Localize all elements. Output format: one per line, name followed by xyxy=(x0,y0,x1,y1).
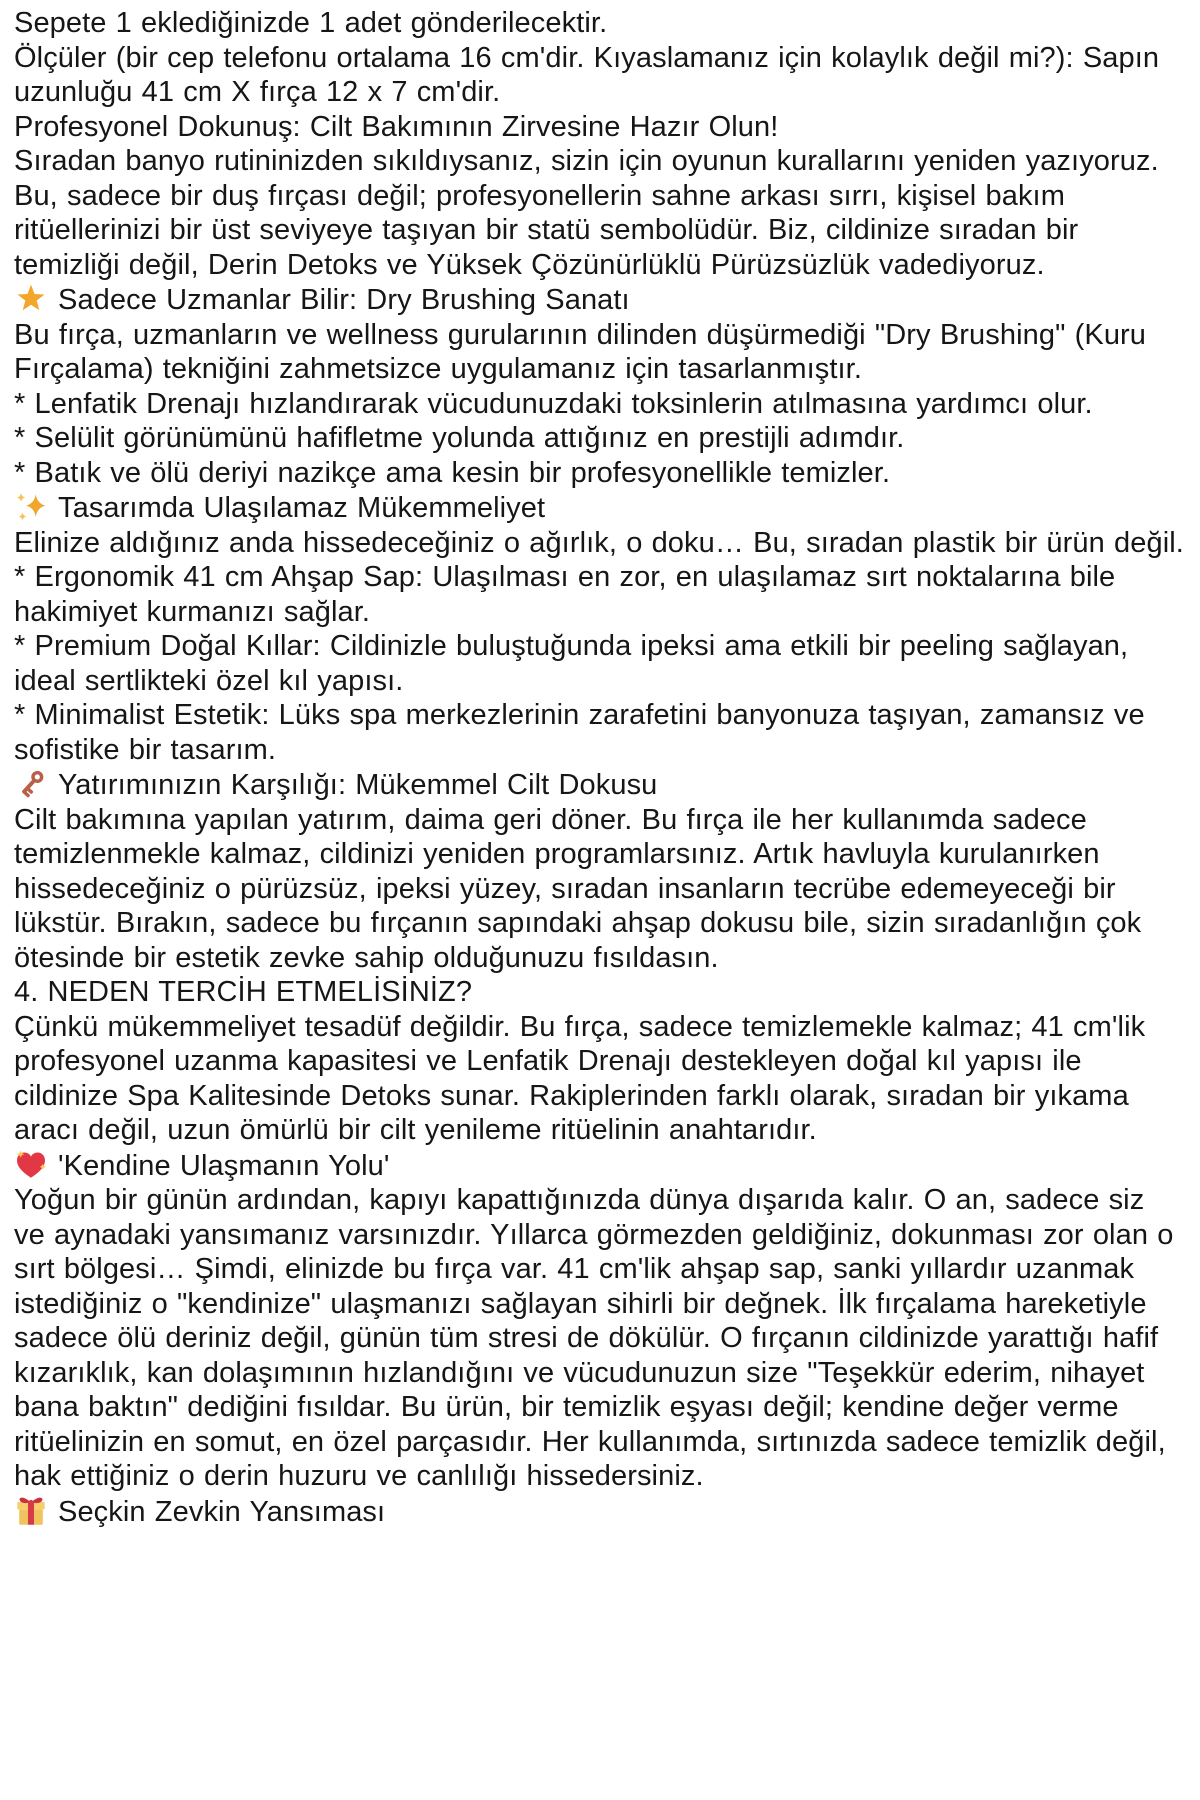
paragraph-dry-brushing-desc: Bu fırça, uzmanların ve wellness gurularının dilinden düşürmediği "Dry Brushing" (Kuru Fırçalama) tekniğini zahmetsizce uygulamanız için tasarlanmıştır. xyxy=(14,318,1147,385)
gift-icon xyxy=(14,1494,48,1528)
sparkles-icon xyxy=(14,490,48,524)
sparkling-heart-icon xyxy=(14,1148,48,1182)
paragraph-why-choose-desc: Çünkü mükemmeliyet tesadüf değildir. Bu fırça, sadece temizlemekle kalmaz; 41 cm'lik profesyonel uzanma kapasitesi ve Lenfatik Drenajı destekleyen doğal kıl yapısı ile cildinize Spa Kalitesinde Detoks sunar. Rakiplerinden farklı olarak, sıradan bir yıkama aracı değil, uzun ömürlü bir cilt yenileme ritüelinin anahtarıdır. xyxy=(14,1010,1146,1146)
bullet-ergonomic-handle: * Ergonomik 41 cm Ahşap Sap: Ulaşılması en zor, en ulaşılamaz sırt noktalarına bile hakimiyet kurmanızı sağlar. xyxy=(14,561,1116,628)
heading-refined-taste-label: Seçkin Zevkin Yansıması xyxy=(58,1495,386,1528)
paragraph-self-care-desc: Yoğun bir günün ardından, kapıyı kapattığınızda dünya dışarıda kalır. O an, sadece siz ve aynadaki yansımanız varsınızdır. Yıllarca görmezden geldiğiniz, dokunması zor olan o sırt bölgesi… Şimdi, elinizde bu fırça var. 41 cm'lik ahşap sap, sanki yıllardır uzanmak istediğiniz o "kendinize" ulaşmanızı sağlayan sihirli bir değnek. İlk fırçalama hareketiyle sadece ölü deriniz değil, günün tüm stresi de dökülür. O fırçanın cildinizde yarattığı hafif kızarıklık, kan dolaşımının hızlandığını ve vücudunuzun size "Teşekkür ederim, nihayet bana baktın" dediğini fısıldar. Bu ürün, bir temizlik eşyası değil; kendine değer verme ritüelinizin en somut, en özel parçasıdır. Her kullanımda, sırtınızda sadece temizlik değil, hak ettiğiniz o derin huzuru ve canlılığı hissedersiniz. xyxy=(14,1184,1174,1492)
heading-investment-label: Yatırımınızın Karşılığı: Mükemmel Cilt Dokusu xyxy=(58,769,658,801)
heading-investment xyxy=(14,767,1184,803)
paragraph-dimensions: Ölçüler (bir cep telefonu ortalama 16 cm'dir. Kıyaslamanız için kolaylık değil mi?): Sapın uzunluğu 41 cm X fırça 12 x 7 cm'dir. xyxy=(14,41,1160,108)
key-icon xyxy=(14,767,48,801)
heading-dry-brushing-label: Sadece Uzmanlar Bilir: Dry Brushing Sanatı xyxy=(58,284,630,316)
bullet-minimalist-aesthetic: * Minimalist Estetik: Lüks spa merkezlerinin zarafetini banyonuza taşıyan, zamansız ve sofistike bir tasarım. xyxy=(14,699,1145,766)
heading-design-label: Tasarımda Ulaşılamaz Mükemmeliyet xyxy=(58,492,546,524)
heading-self-care-label: 'Kendine Ulaşmanın Yolu' xyxy=(58,1149,390,1182)
bullet-dead-skin: * Batık ve ölü deriyi nazikçe ama kesin bir profesyonellikle temizler. xyxy=(14,456,891,489)
paragraph-professional-touch: Profesyonel Dokunuş: Cilt Bakımının Zirvesine Hazır Olun! xyxy=(14,110,779,143)
bullet-lymphatic-drainage: * Lenfatik Drenajı hızlandırarak vücudunuzdaki toksinlerin atılmasına yardımcı olur. xyxy=(14,387,1093,420)
heading-self-care xyxy=(14,1148,1184,1184)
heading-why-choose: 4. NEDEN TERCİH ETMELİSİNİZ? xyxy=(14,976,473,1008)
bullet-natural-bristles: * Premium Doğal Kıllar: Cildinizle buluştuğunda ipeksi ama etkili bir peeling sağlayan, ideal sertlikteki özel kıl yapısı. xyxy=(14,630,1129,697)
heading-refined-taste xyxy=(14,1494,1184,1530)
paragraph-intro: Sıradan banyo rutininizden sıkıldıysanız, sizin için oyunun kurallarını yeniden yazıyoruz. Bu, sadece bir duş fırçası değil; profesyonellerin sahne arkası sırrı, kişisel bakım ritüellerinizi bir üst seviyeye taşıyan bir statü sembolüdür. Biz, cildinize sıradan bir temizliği değil, Derin Detoks ve Yüksek Çözünürlüklü Pürüzsüzlük vadediyoruz. xyxy=(14,145,1159,281)
star-icon xyxy=(14,282,48,316)
bullet-cellulite: * Selülit görünümünü hafifletme yolunda attığınız en prestijli adımdır. xyxy=(14,422,905,454)
heading-design xyxy=(14,490,1184,526)
paragraph-investment-desc: Cilt bakımına yapılan yatırım, daima geri döner. Bu fırça ile her kullanımda sadece temizlenmekle kalmaz, cildinizi yeniden programlarsınız. Artık havluyla kurulanırken hissedeceğiniz o pürüzsüz, ipeksi yüzey, sıradan insanların tecrübe edemeyeceği bir lükstür. Bırakın, sadece bu fırçanın sapındaki ahşap dokusu bile, sizin sıradanlığın çok ötesinde bir estetik zevke sahip olduğunuzu fısıldasın. xyxy=(14,803,1142,974)
heading-dry-brushing xyxy=(14,282,1184,318)
paragraph-shipping-note: Sepete 1 eklediğinizde 1 adet gönderilecektir. xyxy=(14,7,608,39)
paragraph-design-desc: Elinize aldığınız anda hissedeceğiniz o ağırlık, o doku… Bu, sıradan plastik bir ürün değil. xyxy=(14,526,1184,559)
